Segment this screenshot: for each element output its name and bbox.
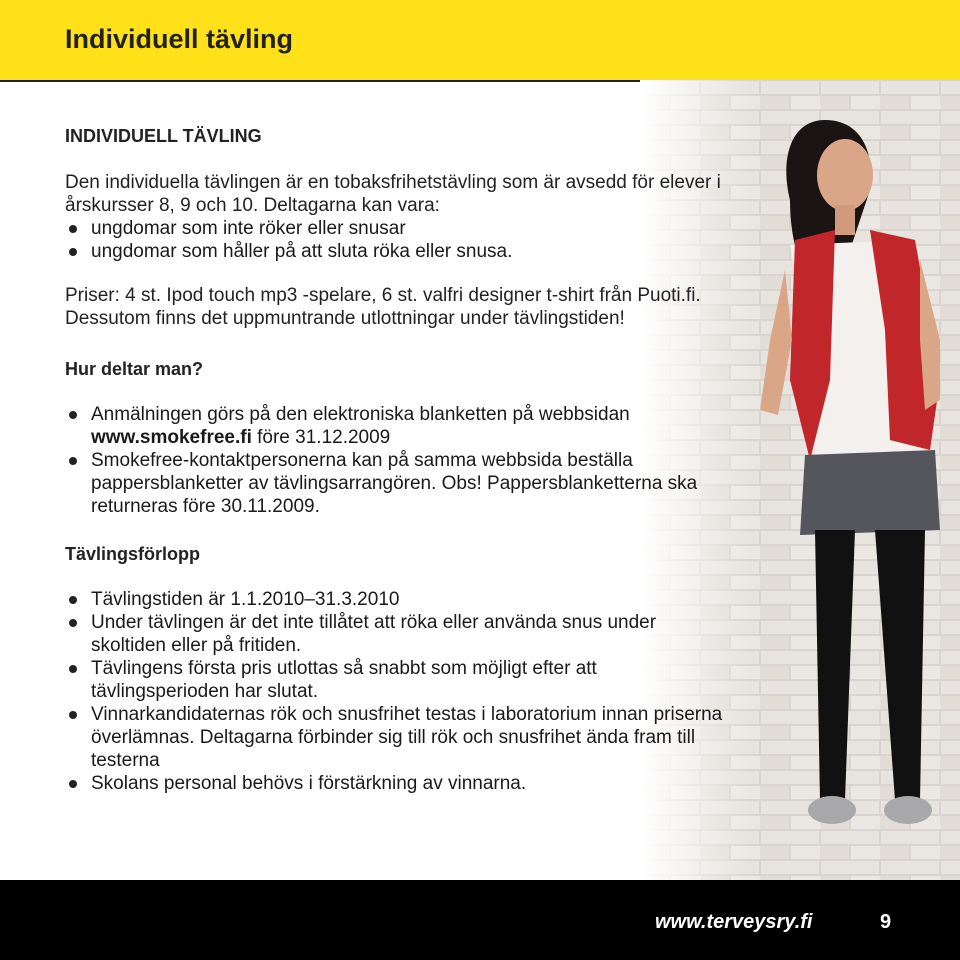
list-item: Vinnarkandidaternas rök och snusfrihet testas i laboratorium innan priserna överlämnas. Deltagarna förbinder sig till rök och snusfrihet ända fram till testerna [65,703,725,772]
page-number: 9 [880,911,892,933]
progress-bullet-list [65,588,725,795]
list-item: Tävlingstiden är 1.1.2010–31.3.2010 [65,588,725,611]
how-heading: Hur deltar man? [65,359,204,379]
smokefree-link[interactable]: www.smokefree.fi [91,427,252,448]
how-bullet-date: före 31.12.2009 [251,427,391,448]
list-item: ungdomar som håller på att sluta röka eller snusa. [65,240,725,263]
prizes-paragraph: Priser: 4 st. Ipod touch mp3 -spelare, 6 st. valfri designer t-shirt från Puoti.fi. Dessutom finns det uppmuntrande utlottningar under tävlingstiden! [65,285,701,329]
list-item: Smokefree-kontaktpersonerna kan på samma webbsida beställa pappersblanketter av tävlingsarrangören. Obs! Pappersblanketterna ska returneras före 30.11.2009. [65,449,725,518]
footer-bar [0,880,960,960]
footer-url-link[interactable]: www.terveysry.fi [655,911,813,933]
page-title: Individuell tävling [65,24,294,54]
list-item: ungdomar som inte röker eller snusar [65,217,725,240]
list-item [65,403,725,449]
intro-bullet-list [65,217,725,263]
list-item: Under tävlingen är det inte tillåtet att röka eller använda snus under skoltiden eller på fritiden. [65,611,725,657]
header-bar [0,0,960,82]
how-bullet-text: Anmälningen görs på den elektroniska blanketten på webbsidan [91,404,630,425]
progress-heading: Tävlingsförlopp [65,544,200,564]
intro-paragraph: Den individuella tävlingen är en tobaksfrihetstävling som är avsedd för elever i årskursser 8, 9 och 10. Deltagarna kan vara: [65,172,721,216]
main-content [65,126,725,795]
intro-heading: INDIVIDUELL TÄVLING [65,126,262,146]
list-item: Skolans personal behövs i förstärkning av vinnarna. [65,772,725,795]
how-bullet-list [65,403,725,518]
list-item: Tävlingens första pris utlottas så snabbt som möjligt efter att tävlingsperioden har slutat. [65,657,725,703]
